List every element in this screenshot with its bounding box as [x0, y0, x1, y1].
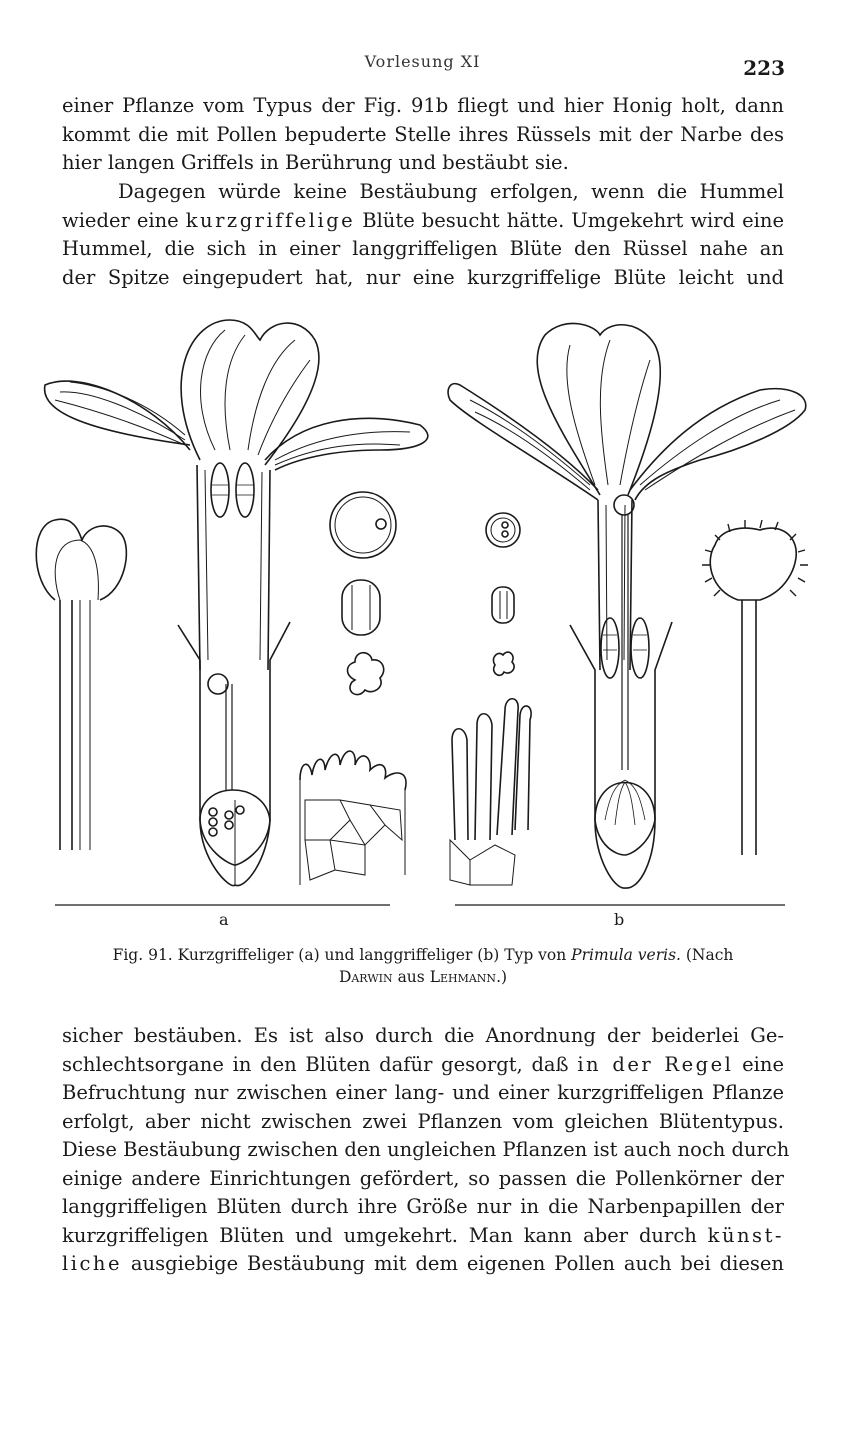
- text-line: der Spitze eingepudert hat, nur eine kurzgriffelige Blüte leicht und: [62, 265, 784, 289]
- emphasis: kurzgriffelige: [185, 208, 356, 232]
- emphasis: künst-: [707, 1223, 784, 1247]
- text-line: kommt die mit Pollen bepuderte Stelle ihres Rüssels mit der Narbe des: [62, 122, 784, 146]
- paragraph-2: [62, 178, 784, 292]
- flower-b-drawing: [448, 323, 806, 888]
- text-line: Dagegen würde keine Bestäubung erfolgen, wenn die Hummel: [118, 180, 784, 203]
- text-line: einer Pflanze vom Typus der Fig. 91b fliegt und hier Honig holt, dann: [62, 94, 784, 117]
- stigma-b-drawing: [702, 520, 808, 855]
- text-line: Hummel, die sich in einer langgriffeligen Blüte den Rüssel nahe an: [62, 237, 784, 260]
- caption-darwin: Darwin: [338, 968, 393, 986]
- caption-after: (Nach: [680, 946, 734, 964]
- figure-label-b: b: [614, 910, 625, 929]
- text-line: hier langen Griffels in Berührung und bestäubt sie.: [62, 151, 569, 174]
- page-header: [60, 50, 785, 80]
- text-line: schlechtsorgane in den Blüten dafür gesorgt, daß in der Regel eine: [62, 1052, 784, 1076]
- paragraph-1: [62, 92, 784, 178]
- text-line: Befruchtung nur zwischen einer lang- und einer kurzgriffeligen Pflanze: [62, 1081, 784, 1104]
- text-line: einige andere Einrichtungen gefördert, so passen die Pollenkörner der: [62, 1166, 784, 1190]
- figure-label-a: a: [219, 910, 229, 929]
- caption-lehmann: Lehmann: [429, 968, 497, 986]
- text-line: sicher bestäuben. Es ist also durch die Anordnung der beiderlei Ge-: [62, 1024, 784, 1047]
- pollen-a-drawing: [330, 492, 396, 695]
- text-line: Diese Bestäubung zwischen den ungleichen Pflanzen ist auch noch durch: [62, 1138, 790, 1161]
- figure-91-illustration: [0, 300, 850, 940]
- emphasis: in der Regel: [577, 1052, 734, 1076]
- text-line: erfolgt, aber nicht zwischen zwei Pflanzen vom gleichen Blütentypus.: [62, 1109, 784, 1133]
- running-title: Vorlesung XI: [364, 52, 481, 71]
- paragraph-3: [62, 1022, 790, 1279]
- text-line: kurzgriffeligen Blüten und umgekehrt. Man kann aber durch künst-: [62, 1223, 784, 1247]
- caption-species: Primula veris.: [571, 946, 681, 964]
- papillae-a-drawing: [300, 751, 406, 885]
- papillae-b-drawing: [450, 699, 531, 885]
- figure-caption: Fig. 91. Kurzgriffeliger (a) und langgriffeliger (b) Typ von Primula veris. (Nach Darwin aus Lehmann.): [112, 946, 734, 986]
- text-line: langgriffeligen Blüten durch ihre Größe nur in die Narbenpapillen der: [62, 1195, 784, 1218]
- pollen-b-drawing: [486, 513, 520, 675]
- page-number: 223: [743, 56, 785, 80]
- stigma-a-drawing: [36, 519, 126, 850]
- caption-main: Kurzgriffeliger (a) und langgriffeliger (b) Typ von: [172, 946, 572, 964]
- caption-prefix: Fig. 91.: [112, 946, 173, 964]
- text-line: liche ausgiebige Bestäubung mit dem eigenen Pollen auch bei diesen: [62, 1252, 784, 1275]
- text-line: wieder eine kurzgriffelige Blüte besucht hätte. Umgekehrt wird eine: [62, 208, 784, 232]
- emphasis: liche: [62, 1252, 122, 1275]
